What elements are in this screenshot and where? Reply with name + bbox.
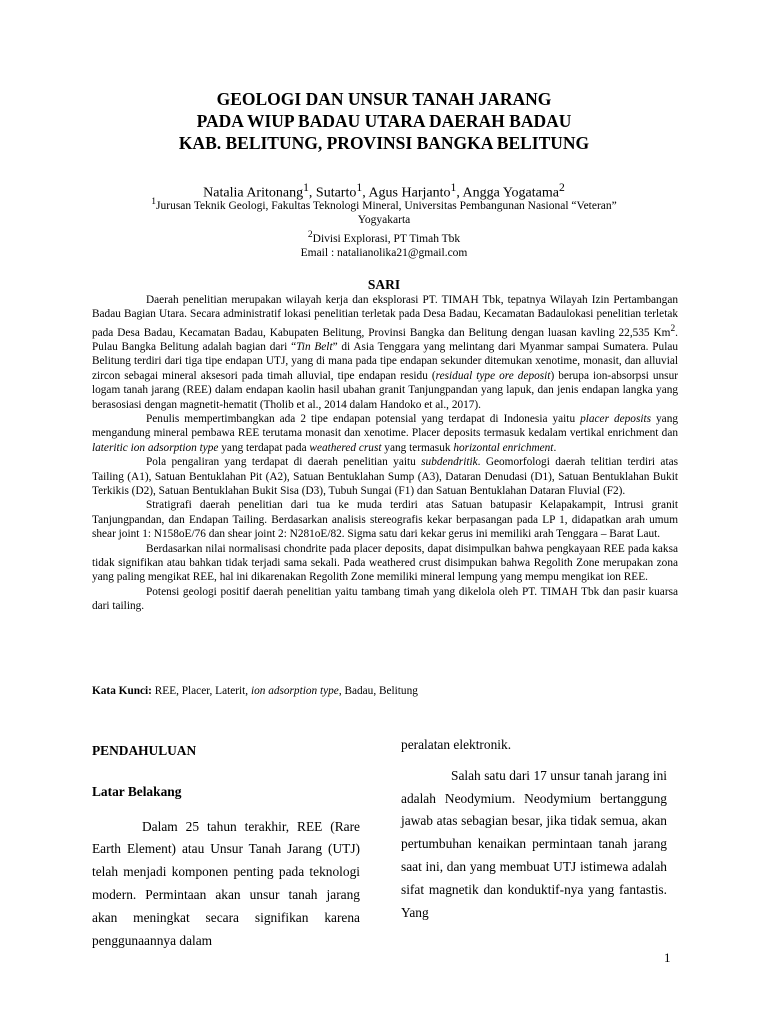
abstract-text: ” di Asia Tenggara yang melintang dari Myanmar sampai Sumatera. Pulau Belitung terdiri dari tiga tipe endapan UTJ, yang di mana pada tipe endapan sekunder ditemukan xenotime, monasit, dan alluvial zircon sebagai mineral aksesori pada timah alluvial, tipe endapan residu ( [92,340,679,382]
abstract-text: . [553,441,557,454]
superscript: 2 [670,323,676,334]
italic-term: residual type ore deposit [435,369,551,382]
affiliation-2-text: Divisi Explorasi, PT Timah Tbk [312,232,461,245]
affiliation-1 [90,195,678,213]
body-paragraph: Dalam 25 tahun terakhir, REE (Rare Earth Element) atau Unsur Tanah Jarang (UTJ) telah menjadi komponen penting pada teknologi modern. Permintaan akan unsur tanah jarang akan meningkat secara signifikan karena penggunaannya dalam [92,818,360,948]
author-2: Sutarto [315,185,357,201]
subsection-heading: Latar Belakang [92,783,182,799]
italic-term: horizontal enrichment [453,441,554,454]
author-2-affil: 1 [356,181,363,194]
body-paragraph: Salah satu dari 17 unsur tanah jarang ini adalah Neodymium. Neodymium bertanggung jawab atas sebagian besar, jika tidak semua, akan pertumbuhan kenaikan permintaan tanah jarang saat ini, dan yang membuat UTJ istimewa adalah sifat magnetik dan konduktif-nya yang fantastis. Yang [401,767,667,920]
italic-term: subdendritik [421,456,478,469]
keywords [92,684,678,698]
title-line-3: KAB. BELITUNG, PROVINSI BANGKA BELITUNG [178,133,590,153]
author-4: Angga Yogatama [462,185,559,201]
body-paragraph-continued: peralatan elektronik. [401,737,512,752]
abstract-text: Penulis mempertimbangkan ada 2 tipe endapan potensial yang terdapat di Indonesia yaitu [146,413,581,426]
author-1: Natalia Aritonang [203,185,304,201]
abstract-text: yang termasuk [381,441,454,454]
author-list: Natalia Aritonang$^1$, Sutarto$^1$, Agus Harjanto$^1$, Angga Yogatama$^2$ [203,181,565,201]
author-1-affil: 1 [303,181,309,194]
abstract-text: ) berupa ion-absorpsi unsur logam tanah jarang (REE) dalam endapan kaolin hasil ubahan granit Tanjungpandan yang lapuk, dan jenis endapan langka yang berasosiasi dengan magnetit-hematit (Tholib et al., 2014 dalam Handoko et al., 2017). [92,369,678,411]
affiliation-1-marker: 1 [151,196,157,207]
title-line-1: GEOLOGI DAN UNSUR TANAH JARANG [216,89,552,109]
keywords-italic: ion adsorption type [250,685,339,697]
abstract-text: yang terdapat pada [218,441,310,454]
italic-term: lateritic ion adsorption type [92,441,219,454]
title-line-2: PADA WIUP BADAU UTARA DAERAH BADAU [196,111,572,131]
affiliation-2 [90,228,678,246]
keywords-text: , Badau, Belitung [338,685,418,697]
affiliations [90,195,678,261]
affiliation-1-text: Jurusan Teknik Geologi, Fakultas Teknologi Mineral, Universitas Pembangunan Nasional “Veteran” [156,199,617,212]
abstract-text: . Geomorfologi daerah telitian terdiri atas Tailing (A1), Satuan Bentuklahan Pit (A2), Satuan Bentuklahan Sump (A3), Dataran Denudasi (D1), Satuan Bentuklahan Bukit Terkikis (D2), Satuan Bentuklahan Bukit Sisa (D3), Tubuh Sungai (F1) dan Satuan Bentuklahan Dataran Fluvial (F2). [92,456,678,498]
abstract-paragraph-5: Berdasarkan nilai normalisasi chondrite pada placer deposits, dapat disimpulkan bahwa pengkayaan REE pada kaksa tidak signifikan atau bahkan tidak terjadi sama sekali. Pada weathered crust disimpukan bahwa Regolith Zone merupakan zona yang paling mengikat REE, hal ini dikarenakan Regolith Zone memiliki mineral lempung yang mempu mengikat ion REE. [92,542,678,584]
affiliation-1-city: Yogyakarta [357,214,411,227]
paper-title [100,88,668,154]
abstract-text: . Pulau Bangka Belitung adalah bagian dari “ [92,326,678,353]
author-3: Agus Harjanto [368,185,451,201]
page-number: 1 [664,950,671,965]
email: Email : natalianolika21@gmail.com [300,247,468,260]
body-column-left [92,740,360,952]
affiliation-2-marker: 2 [307,228,313,240]
abstract-paragraph-1 [92,293,678,412]
abstract-paragraph-3 [92,455,678,498]
section-heading: PENDAHULUAN [92,743,197,758]
italic-term: Tin Belt [296,340,333,353]
abstract-text: yang mengandung mineral pembawa REE terutama monasit dan xenotime. Placer deposits termasuk kedalam vertikal enrichment dan [92,413,678,440]
italic-term: placer deposits [580,413,652,426]
abstract-text: Pola pengaliran yang terdapat di daerah penelitian yaitu [146,456,422,469]
abstract [92,293,678,614]
keywords-label: Kata Kunci: [92,685,152,697]
author-3-affil: 1 [450,181,457,194]
keywords-text: REE, Placer, Laterit, [151,685,251,697]
author-4-affil: 2 [558,181,565,194]
abstract-heading: SARI [367,277,401,292]
body-column-right [401,734,667,924]
italic-term: weathered crust [309,441,382,454]
abstract-paragraph-4: Stratigrafi daerah penelitian dari tua ke muda terdiri atas Satuan batupasir Kelapakampit, Intrusi granit Tanjungpandan, dan Endapan Tailing. Berdasarkan analisis stereografis kekar berpasangan pada LP 1, didapatkan arah umum shear joint 1: N158oE/76 dan shear joint 2: N281oE/82. Sigma satu dari kekar gerus ini memiliki arah Tenggara – Barat Laut. [92,499,678,541]
abstract-paragraph-2 [92,412,678,455]
abstract-paragraph-6: Potensi geologi positif daerah penelitian yaitu tambang timah yang dikelola oleh PT. TIMAH Tbk dan pasir kuarsa dari tailing. [92,585,678,613]
abstract-text: Daerah penelitian merupakan wilayah kerja dan eksplorasi PT. TIMAH Tbk, tepatnya Wilayah Izin Pertambangan Badau Bagian Utara. Secara administratif lokasi penelitian terletak pada Desa Badau, Kecamatan Badaulokasi penelitian terletak pada Desa Badau, Kecamatan Badau, Kabupaten Belitung, Provinsi Bangka dan Belitung dengan luasan kavling 22,535 Km [92,294,678,339]
